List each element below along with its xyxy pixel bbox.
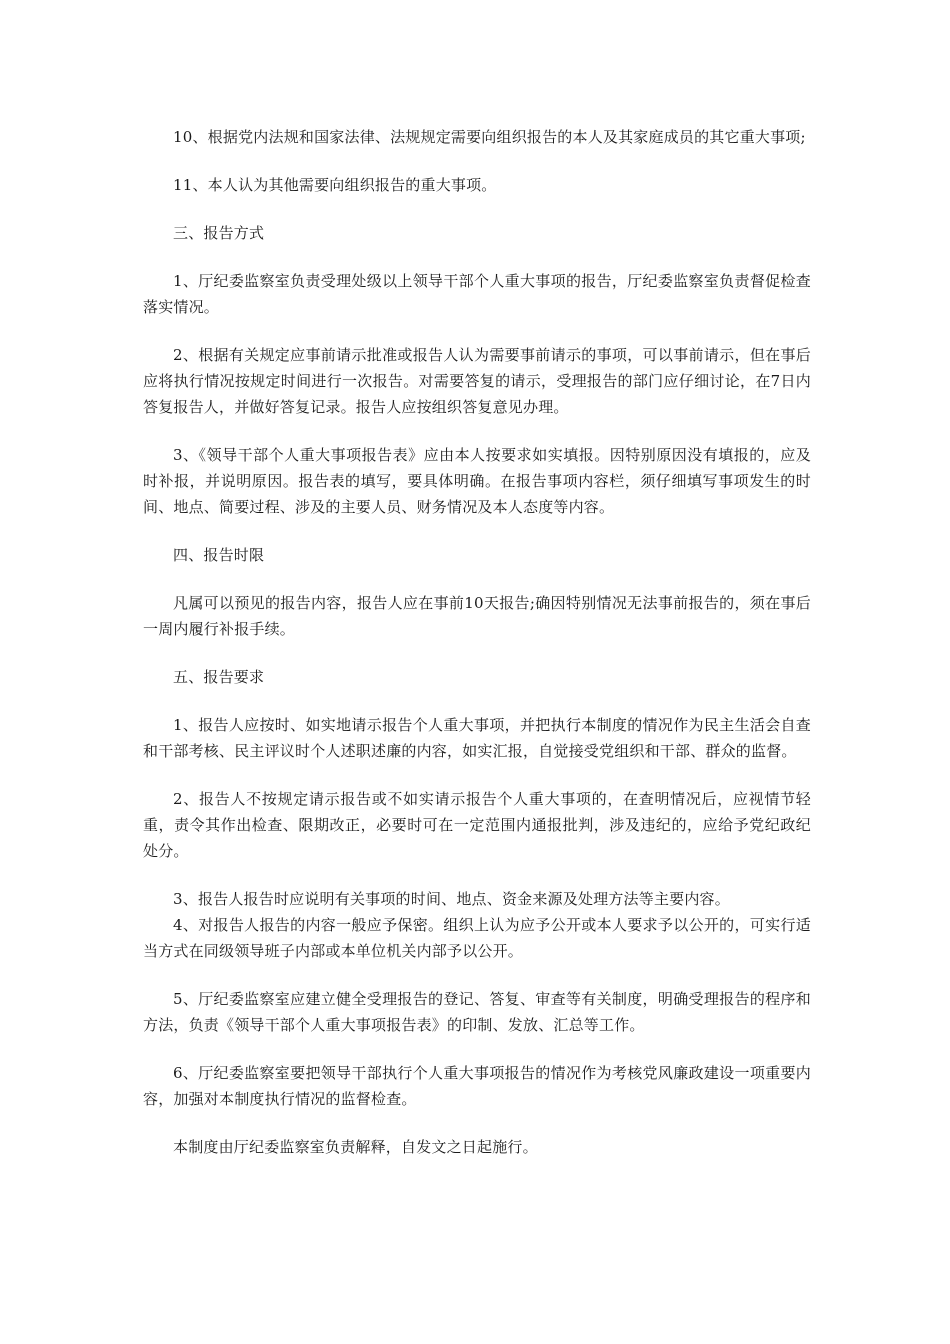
document-body bbox=[143, 124, 811, 1160]
section-heading-report-requirements: 五、报告要求 bbox=[173, 668, 265, 686]
paragraph-requirement-5: 5、厅纪委监察室应建立健全受理报告的登记、答复、审查等有关制度，明确受理报告的程序和方法，负责《领导干部个人重大事项报告表》的印制、发放、汇总等工作。 bbox=[143, 990, 811, 1034]
paragraph-requirement-6: 6、厅纪委监察室要把领导干部执行个人重大事项报告的情况作为考核党风廉政建设一项重要内容，加强对本制度执行情况的监督检查。 bbox=[143, 1064, 811, 1108]
paragraph-closing: 本制度由厅纪委监察室负责解释，自发文之日起施行。 bbox=[173, 1138, 538, 1156]
section-heading-report-method: 三、报告方式 bbox=[173, 224, 265, 242]
paragraph-item-11: 11、本人认为其他需要向组织报告的重大事项。 bbox=[173, 176, 497, 194]
paragraph-method-3: 3、《领导干部个人重大事项报告表》应由本人按要求如实填报。因特别原因没有填报的，应及时补报，并说明原因。报告表的填写，要具体明确。在报告事项内容栏，须仔细填写事项发生的时间、地点、简要过程、涉及的主要人员、财务情况及本人态度等内容。 bbox=[143, 446, 811, 516]
paragraph-item-10: 10、根据党内法规和国家法律、法规规定需要向组织报告的本人及其家庭成员的其它重大事项; bbox=[173, 128, 806, 146]
paragraph-deadline: 凡属可以预见的报告内容，报告人应在事前10天报告;确因特别情况无法事前报告的，须在事后一周内履行补报手续。 bbox=[143, 594, 811, 638]
section-heading-report-deadline: 四、报告时限 bbox=[173, 546, 265, 564]
paragraph-requirement-2: 2、报告人不按规定请示报告或不如实请示报告个人重大事项的，在查明情况后，应视情节轻重，责令其作出检查、限期改正，必要时可在一定范围内通报批判，涉及违纪的，应给予党纪政纪处分。 bbox=[143, 790, 811, 860]
paragraph-requirement-3: 3、报告人报告时应说明有关事项的时间、地点、资金来源及处理方法等主要内容。 bbox=[173, 890, 730, 908]
paragraph-method-2: 2、根据有关规定应事前请示批准或报告人认为需要事前请示的事项，可以事前请示，但在事后应将执行情况按规定时间进行一次报告。对需要答复的请示，受理报告的部门应仔细讨论，在7日内答复报告人，并做好答复记录。报告人应按组织答复意见办理。 bbox=[143, 346, 811, 416]
paragraph-requirement-4: 4、对报告人报告的内容一般应予保密。组织上认为应予公开或本人要求予以公开的，可实行适当方式在同级领导班子内部或本单位机关内部予以公开。 bbox=[143, 916, 811, 960]
paragraph-requirement-1: 1、报告人应按时、如实地请示报告个人重大事项，并把执行本制度的情况作为民主生活会自查和干部考核、民主评议时个人述职述廉的内容，如实汇报，自觉接受党组织和干部、群众的监督。 bbox=[143, 716, 811, 760]
paragraph-method-1: 1、厅纪委监察室负责受理处级以上领导干部个人重大事项的报告，厅纪委监察室负责督促检查落实情况。 bbox=[143, 272, 811, 316]
